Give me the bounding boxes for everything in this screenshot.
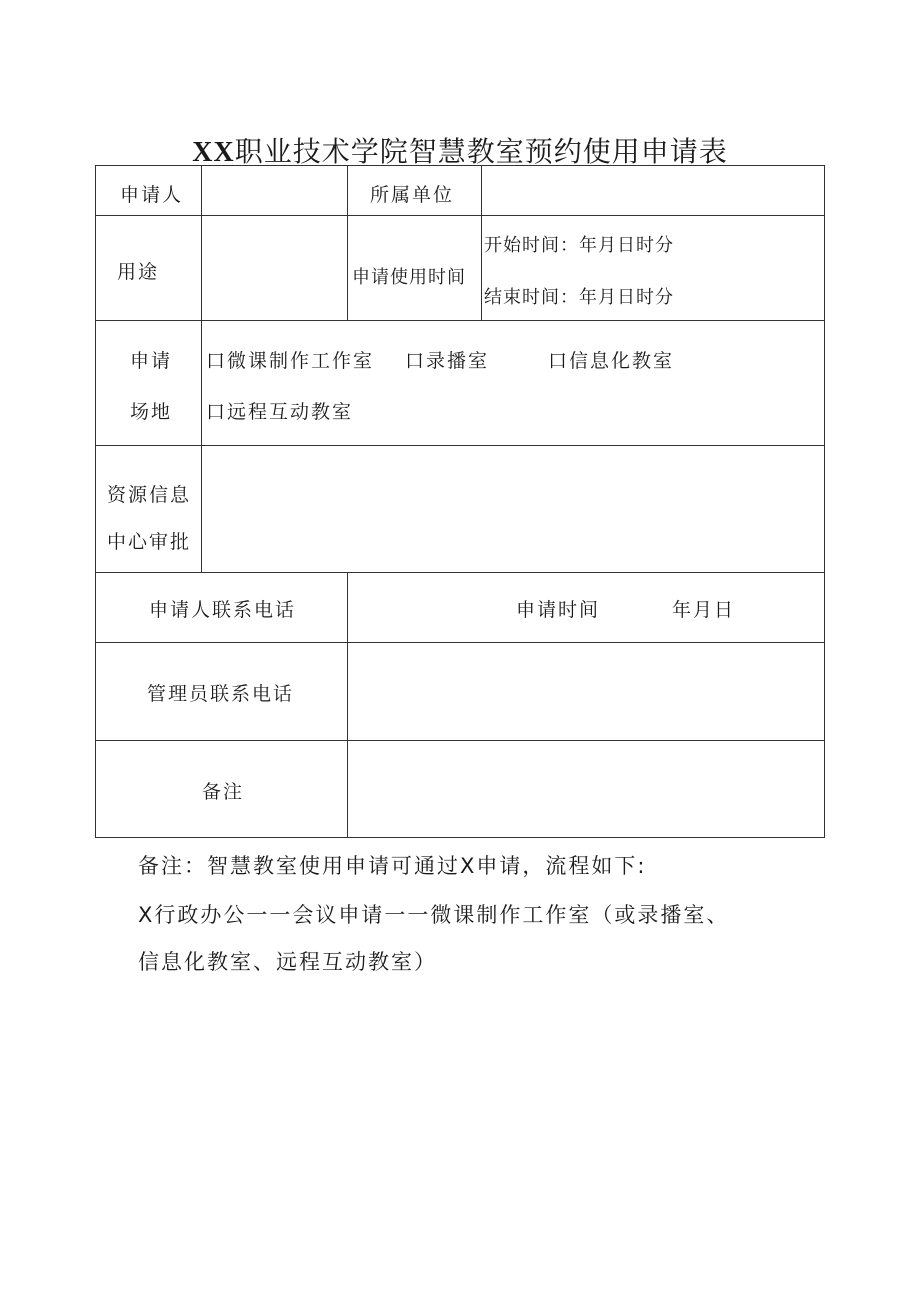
applicant-input-cell[interactable] (201, 165, 348, 216)
time-label: 申请使用时间 (352, 267, 466, 288)
venue-options-cell[interactable] (201, 320, 825, 446)
note-line-3: 信息化教室、远程互动教室） (138, 950, 437, 974)
remark-input-cell[interactable] (347, 740, 825, 838)
venue-option-micro-course[interactable]: 口微课制作工作室 (206, 350, 375, 372)
title-prefix: XX (192, 137, 235, 168)
page-title (0, 130, 920, 170)
approval-input-cell[interactable] (201, 445, 825, 573)
apply-date-value: 年月日 (672, 599, 736, 621)
remark-label: 备注 (202, 781, 245, 803)
unit-input-cell[interactable] (481, 165, 825, 216)
note-line-1: 备注：智慧教室使用申请可通过X申请，流程如下: (138, 854, 647, 878)
title-text: 职业技术学院智慧教室预约使用申请表 (234, 135, 728, 168)
approval-label-line2: 中心审批 (107, 531, 192, 553)
admin-phone-label: 管理员联系电话 (147, 683, 295, 705)
venue-option-smart-classroom[interactable]: 口信息化教室 (548, 350, 675, 372)
venue-label-cell (95, 320, 202, 446)
venue-option-remote[interactable]: 口远程互动教室 (206, 401, 354, 423)
start-time: 开始时间：年月日时分 (484, 235, 674, 256)
venue-option-recording[interactable]: 口录播室 (405, 350, 490, 372)
venue-label-line1: 申请 (130, 350, 173, 372)
unit-label: 所属单位 (370, 184, 455, 206)
note-line-2: X行政办公一一会议申请一一微课制作工作室（或录播室、 (138, 903, 730, 927)
apply-date-label: 申请时间 (516, 599, 601, 621)
phone-label: 申请人联系电话 (149, 599, 297, 621)
end-time: 结束时间：年月日时分 (484, 287, 674, 308)
admin-phone-input-cell[interactable] (347, 642, 825, 741)
purpose-label: 用途 (117, 261, 160, 283)
approval-label-line1: 资源信息 (107, 484, 192, 506)
applicant-label: 申请人 (120, 184, 184, 206)
venue-label-line2: 场地 (130, 401, 173, 423)
purpose-input-cell[interactable] (201, 215, 348, 321)
